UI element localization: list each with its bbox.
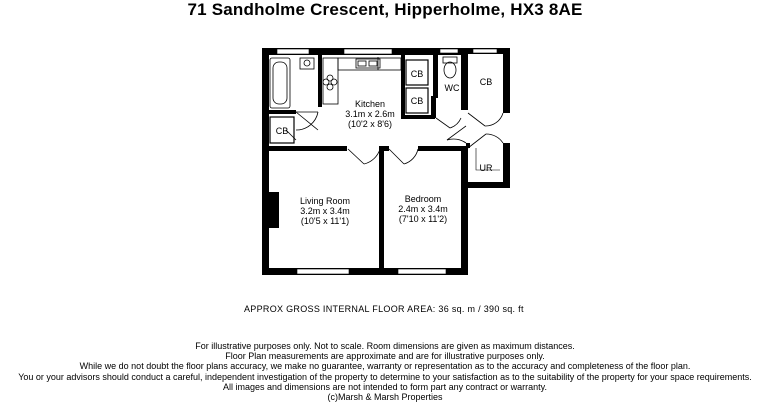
toilet	[443, 57, 457, 78]
disclaimer-line: All images and dimensions are not intended to form part any contract or warranty.	[223, 381, 547, 392]
basin	[300, 58, 314, 69]
disclaimer-line: While we do not doubt the floor plans accuracy, we make no guarantee, warranty or representation as to the accuracy and completeness of the floor plan.	[79, 361, 691, 372]
kitchen-label	[345, 99, 395, 129]
bedroom-metric: 2.4m x 3.4m	[398, 204, 448, 214]
living-room-name: Living Room	[299, 196, 351, 206]
walls	[262, 48, 510, 275]
cb-label-right: CB	[479, 77, 493, 87]
disclaimer-line: (c)Marsh & Marsh Properties	[327, 392, 443, 402]
cb-label-upper: CB	[410, 69, 424, 79]
kitchen-units	[323, 57, 401, 104]
living-room-metric: 3.2m x 3.4m	[300, 206, 350, 216]
ur-label: UR	[479, 163, 493, 173]
bath	[270, 58, 290, 108]
disclaimer	[0, 341, 770, 402]
wc-label: WC	[444, 83, 460, 93]
bedroom-label	[398, 194, 448, 224]
living-room-imperial: (10'5 x 11'1)	[300, 216, 350, 226]
cb-label-lower: CB	[410, 96, 424, 106]
living-room-label	[300, 196, 350, 226]
disclaimer-line: For illustrative purposes only. Not to scale. Room dimensions are given as maximum distances.	[195, 341, 575, 351]
kitchen-name: Kitchen	[354, 99, 386, 109]
doors	[286, 112, 503, 164]
disclaimer-line: You or your advisors should conduct a careful, independent investigation of the property to determine to your satisfaction as to the suitability of the property for your space requirements.	[18, 371, 752, 382]
bedroom-name: Bedroom	[404, 194, 442, 204]
cb-label-left: CB	[275, 126, 289, 136]
disclaimer-line: Floor Plan measurements are approximate and are for illustrative purposes only.	[225, 351, 545, 362]
floor-area: APPROX GROSS INTERNAL FLOOR AREA: 36 sq. m / 390 sq. ft	[244, 304, 524, 314]
bedroom-imperial: (7'10 x 11'2)	[398, 214, 448, 224]
kitchen-imperial: (10'2 x 8'6)	[348, 119, 392, 129]
page-title: 71 Sandholme Crescent, Hipperholme, HX3 8AE	[187, 0, 583, 19]
kitchen-metric: 3.1m x 2.6m	[345, 109, 395, 119]
